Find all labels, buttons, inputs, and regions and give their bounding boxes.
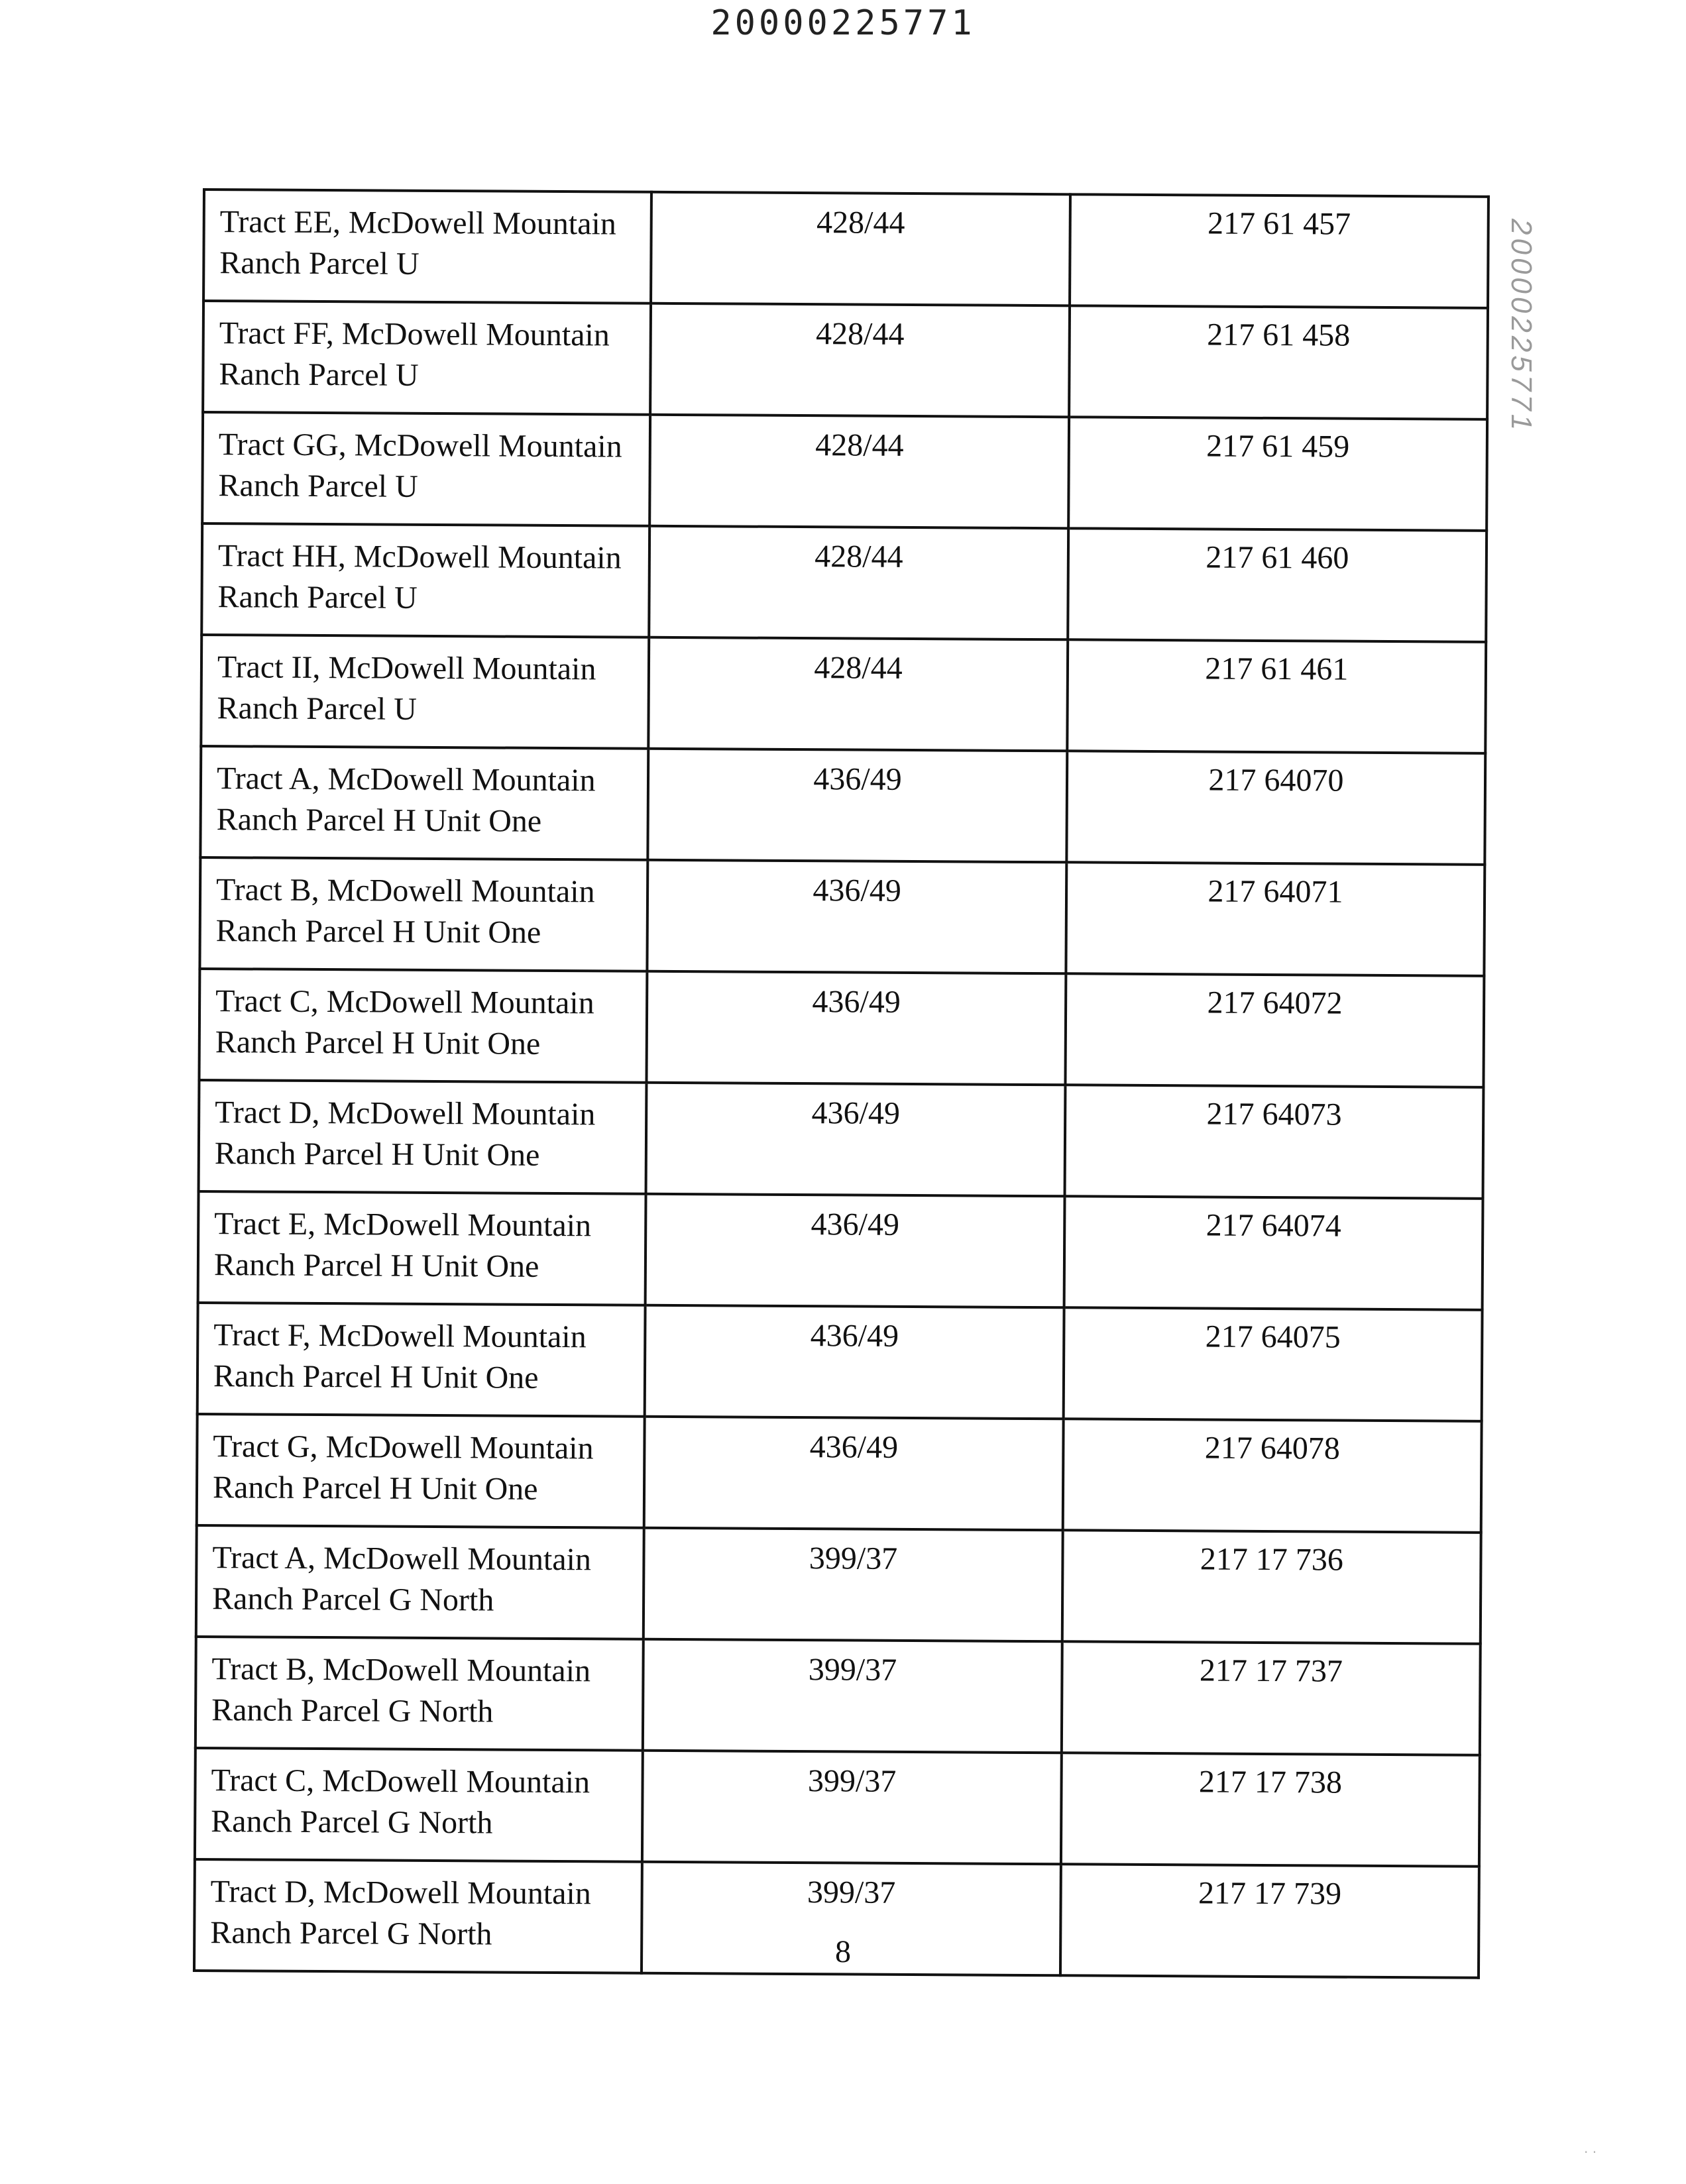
book-page-cell: 399/37 xyxy=(644,1528,1062,1642)
parcel-number-cell: 217 64073 xyxy=(1064,1085,1483,1199)
tract-description-cell: Tract C, McDowell Mountain Ranch Parcel G North xyxy=(195,1748,643,1862)
document-number: 20000225771 xyxy=(710,3,976,43)
table-row xyxy=(203,190,1489,308)
page-number: 8 xyxy=(835,1934,851,1969)
tract-description-cell: Tract B, McDowell Mountain Ranch Parcel G North xyxy=(196,1637,644,1751)
tract-description-cell: Tract A, McDowell Mountain Ranch Parcel H Unit One xyxy=(200,746,648,860)
tract-description-cell: Tract C, McDowell Mountain Ranch Parcel H Unit One xyxy=(199,969,647,1083)
table-row xyxy=(195,1748,1480,1867)
tract-description-cell: Tract FF, McDowell Mountain Ranch Parcel U xyxy=(203,301,651,415)
book-page-cell: 436/49 xyxy=(647,971,1066,1085)
tract-records-body xyxy=(194,190,1489,1978)
parcel-number-cell: 217 17 739 xyxy=(1060,1864,1479,1978)
book-page-cell: 428/44 xyxy=(649,415,1068,529)
table-row xyxy=(201,523,1487,642)
tract-description-cell: Tract D, McDowell Mountain Ranch Parcel G North xyxy=(194,1859,642,1973)
parcel-number-cell: 217 64074 xyxy=(1064,1196,1483,1310)
side-recording-stamp: 20000225771 xyxy=(1505,219,1538,434)
book-page-cell: 436/49 xyxy=(645,1305,1064,1419)
parcel-number-cell: 217 64070 xyxy=(1066,751,1485,865)
parcel-number-cell: 217 17 736 xyxy=(1062,1530,1481,1644)
table-row xyxy=(201,635,1486,753)
tract-description-cell: Tract E, McDowell Mountain Ranch Parcel H Unit One xyxy=(198,1191,646,1305)
table-row xyxy=(200,746,1485,865)
tract-description-cell: Tract F, McDowell Mountain Ranch Parcel H Unit One xyxy=(197,1303,646,1417)
book-page-cell: 436/49 xyxy=(647,860,1066,974)
table-row xyxy=(199,969,1484,1087)
scan-speck-mark: · · xyxy=(1584,2144,1597,2160)
table-row xyxy=(196,1525,1481,1644)
book-page-cell: 428/44 xyxy=(651,192,1070,306)
table-row xyxy=(203,301,1488,419)
parcel-number-cell: 217 64072 xyxy=(1065,973,1484,1087)
parcel-number-cell: 217 64071 xyxy=(1066,862,1485,976)
table-row xyxy=(199,1080,1484,1199)
book-page-cell: 436/49 xyxy=(646,1194,1064,1308)
book-page-cell: 436/49 xyxy=(646,1083,1065,1197)
book-page-cell: 399/37 xyxy=(642,1751,1061,1865)
parcel-number-cell: 217 61 458 xyxy=(1069,305,1488,419)
parcel-number-cell: 217 61 459 xyxy=(1068,417,1487,531)
parcel-number-cell: 217 61 457 xyxy=(1070,194,1489,308)
parcel-number-cell: 217 61 461 xyxy=(1067,639,1486,753)
table-row xyxy=(197,1414,1482,1533)
book-page-cell: 436/49 xyxy=(648,749,1067,863)
table-row xyxy=(202,412,1487,531)
tract-description-cell: Tract II, McDowell Mountain Ranch Parcel U xyxy=(201,635,649,749)
tract-description-cell: Tract HH, McDowell Mountain Ranch Parcel U xyxy=(201,523,649,637)
book-page-cell: 428/44 xyxy=(649,526,1068,640)
table-row xyxy=(196,1637,1481,1755)
tract-description-cell: Tract EE, McDowell Mountain Ranch Parcel U xyxy=(203,190,651,303)
parcel-number-cell: 217 64078 xyxy=(1063,1419,1482,1533)
table-row xyxy=(199,857,1485,976)
tract-description-cell: Tract G, McDowell Mountain Ranch Parcel H Unit One xyxy=(197,1414,645,1528)
book-page-cell: 428/44 xyxy=(650,303,1069,417)
tract-description-cell: Tract D, McDowell Mountain Ranch Parcel H Unit One xyxy=(199,1080,647,1194)
book-page-cell: 399/37 xyxy=(642,1862,1060,1976)
table-row xyxy=(197,1303,1483,1421)
parcel-number-cell: 217 17 737 xyxy=(1062,1641,1481,1755)
parcel-number-cell: 217 17 738 xyxy=(1061,1753,1480,1867)
tract-description-cell: Tract GG, McDowell Mountain Ranch Parcel U xyxy=(202,412,650,526)
table-row xyxy=(198,1191,1483,1310)
tract-records-table xyxy=(193,188,1490,1979)
book-page-cell: 428/44 xyxy=(649,637,1068,751)
book-page-cell: 399/37 xyxy=(643,1639,1062,1753)
tract-description-cell: Tract B, McDowell Mountain Ranch Parcel H Unit One xyxy=(199,857,647,971)
parcel-number-cell: 217 61 460 xyxy=(1068,528,1487,642)
tract-description-cell: Tract A, McDowell Mountain Ranch Parcel G North xyxy=(196,1525,644,1639)
book-page-cell: 436/49 xyxy=(644,1417,1063,1531)
parcel-number-cell: 217 64075 xyxy=(1063,1307,1482,1421)
